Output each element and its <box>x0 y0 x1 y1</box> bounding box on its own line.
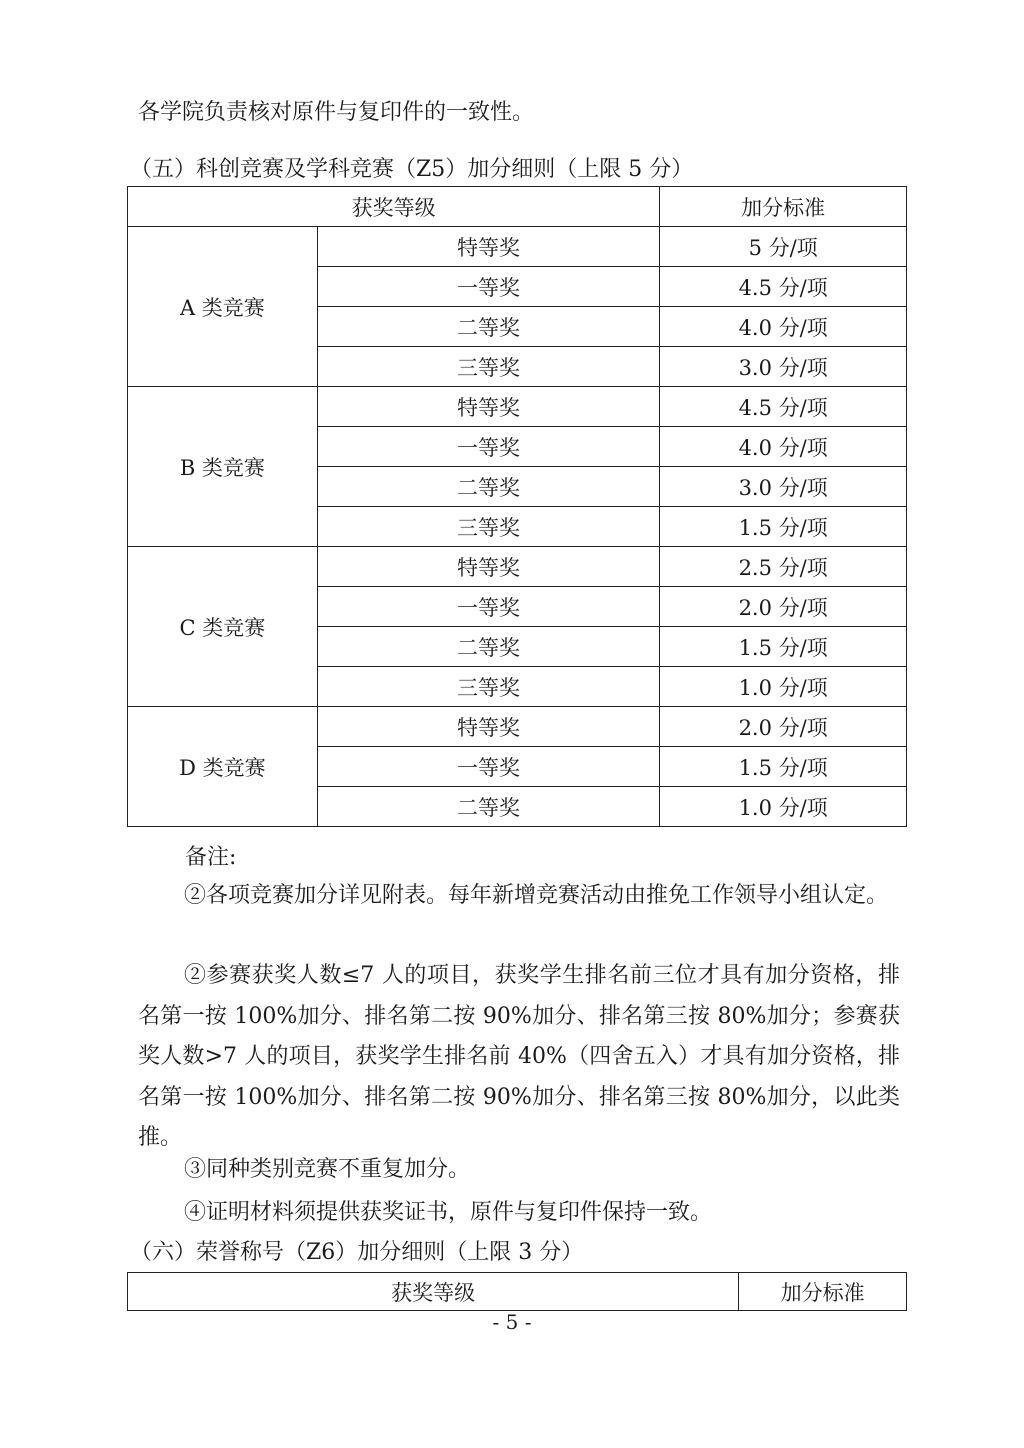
score-cell: 1.0 分/项 <box>660 667 907 707</box>
score-cell: 4.5 分/项 <box>660 387 907 427</box>
score-cell: 4.0 分/项 <box>660 427 907 467</box>
award-cell: 二等奖 <box>317 787 660 827</box>
award-cell: 特等奖 <box>317 227 660 267</box>
score-cell: 2.0 分/项 <box>660 707 907 747</box>
award-cell: 三等奖 <box>317 667 660 707</box>
award-cell: 特等奖 <box>317 707 660 747</box>
table-row <box>128 227 907 267</box>
award-cell: 一等奖 <box>317 587 660 627</box>
section6-table <box>127 1272 907 1311</box>
intro-line: 各学院负责核对原件与复印件的一致性。 <box>138 100 535 125</box>
category-cell: C 类竞赛 <box>128 547 318 707</box>
score-cell: 3.0 分/项 <box>660 467 907 507</box>
category-cell: B 类竞赛 <box>128 387 318 547</box>
header-award-level: 获奖等级 <box>128 1273 739 1311</box>
award-cell: 一等奖 <box>317 747 660 787</box>
note-1 <box>138 876 900 917</box>
award-cell: 一等奖 <box>317 427 660 467</box>
award-cell: 二等奖 <box>317 307 660 347</box>
score-cell: 2.5 分/项 <box>660 547 907 587</box>
score-cell: 1.5 分/项 <box>660 627 907 667</box>
category-cell: D 类竞赛 <box>128 707 318 827</box>
award-cell: 二等奖 <box>317 467 660 507</box>
score-cell: 4.5 分/项 <box>660 267 907 307</box>
score-cell: 1.5 分/项 <box>660 747 907 787</box>
note-4: ④证明材料须提供获奖证书，原件与复印件保持一致。 <box>184 1200 713 1225</box>
score-cell: 5 分/项 <box>660 227 907 267</box>
note-1-text: ②各项竞赛加分详见附表。每年新增竞赛活动由推免工作领导小组认定。 <box>184 883 889 908</box>
header-award-level: 获奖等级 <box>128 187 660 227</box>
table-row <box>128 707 907 747</box>
section5-table <box>127 186 907 827</box>
table-row <box>128 547 907 587</box>
table-row <box>128 387 907 427</box>
award-cell: 特等奖 <box>317 547 660 587</box>
page-number: - 5 - <box>492 1310 532 1334</box>
header-score-standard: 加分标准 <box>739 1273 907 1311</box>
note-3: ③同种类别竞赛不重复加分。 <box>184 1157 471 1182</box>
section5-title: （五）科创竞赛及学科竞赛（Z5）加分细则（上限 5 分） <box>130 157 694 182</box>
header-score-standard: 加分标准 <box>660 187 907 227</box>
score-cell: 1.5 分/项 <box>660 507 907 547</box>
award-cell: 三等奖 <box>317 347 660 387</box>
award-cell: 特等奖 <box>317 387 660 427</box>
note-2: ②参赛获奖人数≤7 人的项目，获奖学生排名前三位才具有加分资格，排名第一按 100%加分、排名第二按 90%加分、排名第三按 80%加分；参赛获奖人数>7 人的项目，获奖学生排名前 40%（四舍五入）才具有加分资格，排名第一按 100%加分、排名第二按 90%加分、排名第三按 80%加分，以此类推。 <box>138 963 900 1150</box>
score-cell: 3.0 分/项 <box>660 347 907 387</box>
notes-label: 备注: <box>185 845 237 870</box>
section6-title: （六）荣誉称号（Z6）加分细则（上限 3 分） <box>130 1240 584 1265</box>
category-cell: A 类竞赛 <box>128 227 318 387</box>
table-header-row <box>128 187 907 227</box>
table-header-row <box>128 1273 907 1311</box>
score-cell: 4.0 分/项 <box>660 307 907 347</box>
score-cell: 1.0 分/项 <box>660 787 907 827</box>
award-cell: 一等奖 <box>317 267 660 307</box>
award-cell: 三等奖 <box>317 507 660 547</box>
award-cell: 二等奖 <box>317 627 660 667</box>
score-cell: 2.0 分/项 <box>660 587 907 627</box>
